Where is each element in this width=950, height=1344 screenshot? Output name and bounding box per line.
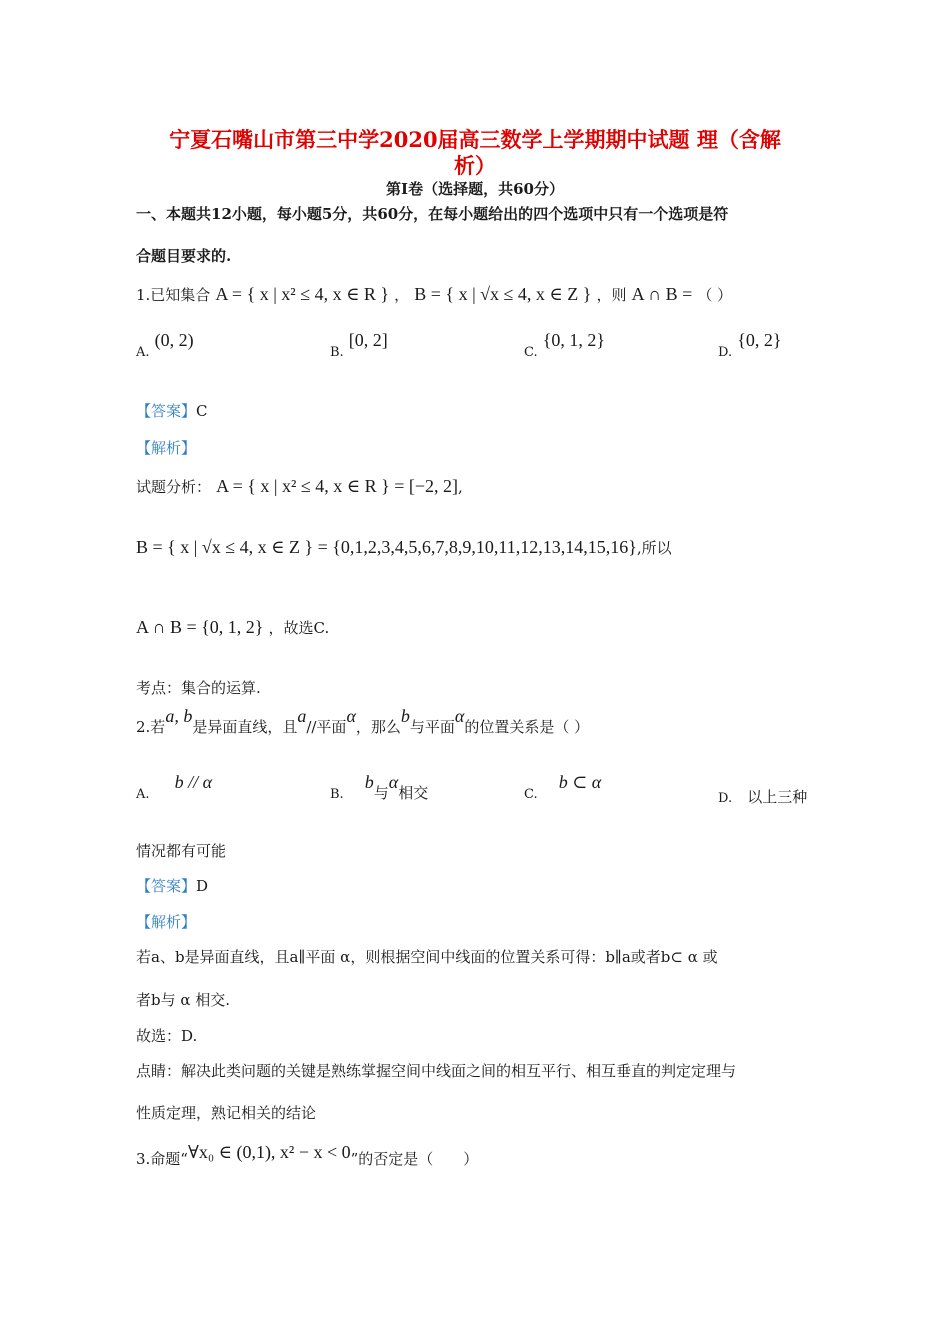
q2-b: b — [400, 706, 410, 726]
q2-option-a — [136, 772, 213, 803]
q2-mid4: 与平面 — [409, 718, 455, 736]
q1-answer-tag: 【答案】 — [136, 402, 197, 420]
q1-then: ，则 — [596, 286, 627, 304]
q3-prefix: 3.命题“ — [136, 1150, 188, 1168]
q2-answer-value: D — [196, 877, 209, 895]
q1-solution-result — [136, 617, 329, 638]
q1-option-c-label: C. — [524, 345, 538, 360]
q1-solution-set-a — [136, 476, 463, 497]
q1-prefix: 1.已知集合 — [136, 286, 211, 304]
q2-option-b-alpha: α — [388, 772, 399, 792]
q2-option-b — [330, 772, 429, 803]
q1-option-a-label: A. — [136, 345, 150, 360]
q1-paren: （ ） — [697, 286, 733, 304]
q2-solution-line3: 故选：D. — [136, 1027, 198, 1045]
q1-option-c-value: {0, 1, 2} — [542, 330, 605, 350]
q2-ab: a, b — [165, 706, 193, 726]
q3-suffix: ”的否定是（ ） — [350, 1150, 479, 1168]
q2-solution-line2: 者b与 α 相交. — [136, 991, 231, 1009]
q2-mid3: ，那么 — [355, 718, 401, 736]
q1-analysis-tag: 【解析】 — [136, 439, 197, 457]
q1-option-a — [136, 330, 194, 361]
q1-solution-b-expr: B = { x | √x ≤ 4, x ∈ Z } = {0,1,2,3,4,5,6,7,8,9,10,11,12,13,14,15,16} — [136, 537, 637, 557]
q1-solution-set-b — [136, 537, 672, 558]
q3-expression: ∀x₀ ∈ (0,1), x² − x < 0 — [187, 1142, 351, 1162]
q2-option-b-label: B. — [330, 787, 344, 802]
q1-comma: ， — [394, 286, 410, 304]
part1-instructions-line2: 合题目要求的. — [136, 247, 232, 265]
q1-option-d-value: {0, 2} — [737, 330, 782, 350]
q2-dianjing-line2: 性质定理，熟记相关的结论 — [136, 1104, 317, 1122]
q1-option-b-value: [0, 2] — [348, 330, 388, 350]
q2-option-c-label: C. — [524, 787, 538, 802]
q2-option-b-end: 相交 — [398, 784, 429, 802]
q2-alpha: α — [346, 706, 356, 726]
q1-option-b — [330, 330, 388, 361]
q2-option-c-value: b ⊂ α — [558, 772, 602, 792]
q1-kaodian: 考点：集合的运算. — [136, 679, 261, 697]
q2-option-d-value: 以上三种 — [747, 788, 808, 806]
q2-answer-tag: 【答案】 — [136, 877, 197, 895]
q1-option-a-value: (0, 2) — [154, 330, 194, 350]
q1-intersection: A ∩ B = — [631, 284, 693, 304]
document-title-line1: 宁夏石嘴山市第三中学2020届高三数学上学期期中试题 理（含解 — [169, 127, 781, 152]
q2-mid1: 是异面直线，且 — [192, 718, 298, 736]
question-2-stem — [136, 706, 590, 737]
q2-option-d — [718, 786, 807, 807]
q1-option-c — [524, 330, 605, 361]
q2-dianjing-line1: 点睛：解决此类问题的关键是熟练掌握空间中线面之间的相互平行、相互垂直的判定定理与 — [136, 1062, 737, 1080]
q1-answer — [136, 400, 208, 421]
q2-a: a — [297, 706, 307, 726]
question-1-stem — [136, 284, 732, 305]
q1-solution-prefix: 试题分析： — [136, 478, 212, 496]
q1-set-b: B = { x | √x ≤ 4, x ∈ Z } — [414, 284, 592, 304]
q2-option-b-b: b — [364, 772, 374, 792]
q1-solution-b-end: ,所以 — [636, 539, 672, 557]
q2-option-b-text: 与 — [373, 784, 389, 802]
q1-option-b-label: B. — [330, 345, 344, 360]
q2-alpha2: α — [454, 706, 465, 726]
q1-set-a: A = { x | x² ≤ 4, x ∈ R } — [215, 284, 390, 304]
q1-solution-c-expr: A ∩ B = {0, 1, 2} — [136, 617, 264, 637]
q2-option-c — [524, 772, 602, 803]
q2-solution-line1: 若a、b是异面直线，且a∥平面 α，则根据空间中线面的位置关系可得：b∥a或者b⊂ α 或 — [136, 948, 718, 966]
q2-mid5: 的位置关系是（ ） — [464, 718, 590, 736]
q1-solution-a-expr: A = { x | x² ≤ 4, x ∈ R } = [−2, 2] — [216, 476, 459, 496]
q1-answer-value: C — [196, 402, 208, 420]
q2-prefix: 2.若 — [136, 718, 166, 736]
q2-option-d-label: D. — [718, 791, 733, 806]
q1-option-d — [718, 330, 782, 361]
q1-solution-a-end: , — [458, 478, 463, 496]
q2-answer — [136, 875, 208, 896]
section-title: 第Ⅰ卷（选择题，共60分） — [386, 180, 564, 198]
question-3-stem — [136, 1142, 479, 1169]
q1-option-d-label: D. — [718, 345, 733, 360]
q2-option-a-label: A. — [136, 787, 150, 802]
q2-analysis-tag: 【解析】 — [136, 913, 197, 931]
q2-option-a-value: b // α — [174, 772, 213, 792]
document-title-line2: 析） — [454, 153, 496, 178]
part1-instructions-line1: 一、本题共12小题，每小题5分，共60分，在每小题给出的四个选项中只有一个选项是符 — [136, 205, 729, 223]
q2-mid2: //平面 — [306, 718, 347, 736]
q1-solution-c-end: ，故选C. — [268, 619, 330, 637]
q2-option-d-continued: 情况都有可能 — [136, 842, 227, 860]
